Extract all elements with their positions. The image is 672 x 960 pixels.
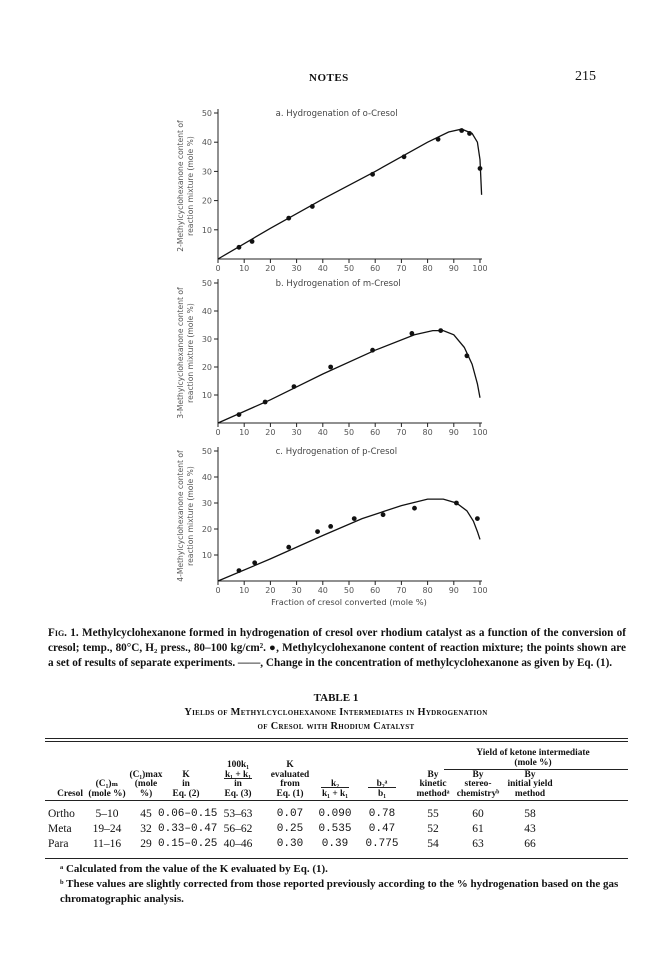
data-point <box>370 348 375 353</box>
x-tick-label: 0 <box>215 586 221 595</box>
x-tick-label: 90 <box>448 586 459 595</box>
x-tick-label: 50 <box>343 586 355 595</box>
column-header-text: in <box>182 779 190 789</box>
x-tick-label: 90 <box>448 428 459 437</box>
data-point <box>402 154 407 159</box>
x-tick-label: 10 <box>239 586 250 595</box>
y-tick-label: 40 <box>201 473 212 482</box>
table-group-header <box>444 748 622 768</box>
column-header-text: Eq. (1) <box>276 788 304 799</box>
table-cell: 0.06–0.15 <box>158 808 218 820</box>
table-cell: 54 <box>427 838 439 850</box>
column-header-text: k₁ + k₁ <box>224 769 252 780</box>
x-tick-label: 70 <box>396 428 407 437</box>
table-cell: 19–24 <box>92 823 122 835</box>
fitted-curve <box>218 499 480 581</box>
table-cell: 0.39 <box>321 838 349 850</box>
x-tick-label: 50 <box>343 428 355 437</box>
data-point <box>454 501 459 506</box>
column-header-text: k₂ <box>330 779 340 789</box>
footnote-b: ᵇ These values are slightly corrected from those reported previously according to the % hydrogenation based on the gas chromatographic analysis. <box>60 878 619 905</box>
column-header-text: chemistryᵇ <box>456 788 500 799</box>
x-tick-label: 90 <box>448 264 459 273</box>
table-cell: 29 <box>140 838 152 850</box>
column-header-text: (C₁)ₘ <box>95 779 119 789</box>
y-axis-label-line: 2-Methylcyclohexanone content of <box>176 120 185 252</box>
table-subtitle-line1: Yields of Methylcyclohexanone Intermediates in Hydrogenation <box>184 707 488 718</box>
data-point <box>310 204 315 209</box>
data-point <box>459 128 464 133</box>
table-cell: 43 <box>524 823 536 835</box>
table-cell: 0.30 <box>276 838 304 850</box>
x-tick-label: 50 <box>343 264 355 273</box>
column-header-text: stereo- <box>464 779 492 789</box>
column-header-text: b₂ᵃ <box>376 779 388 789</box>
x-tick-label: 30 <box>291 586 302 595</box>
column-header-text: (mole <box>134 779 158 789</box>
data-point <box>478 166 483 171</box>
table-cell: 0.25 <box>276 823 304 835</box>
data-point <box>467 131 472 136</box>
data-point <box>237 412 242 417</box>
row-label: Ortho <box>48 808 75 820</box>
data-point <box>328 524 333 529</box>
data-point <box>286 216 291 221</box>
chart-title: c. Hydrogenation of p-Cresol <box>275 447 398 457</box>
column-header-text: K <box>182 769 190 780</box>
table-top-rule <box>45 738 628 739</box>
table-cell: 53–63 <box>223 808 253 820</box>
data-point <box>436 137 441 142</box>
table-cell: 60 <box>472 808 484 820</box>
y-tick-label: 50 <box>201 279 212 288</box>
x-tick-label: 20 <box>265 264 276 273</box>
x-tick-label: 80 <box>422 428 433 437</box>
data-point <box>263 400 268 405</box>
chart-panel-2 <box>176 279 488 437</box>
y-tick-label: 40 <box>201 138 212 148</box>
table-cell: 0.15–0.25 <box>158 838 218 850</box>
column-header-text: in <box>234 779 242 789</box>
chart-title: b. Hydrogenation of m-Cresol <box>275 279 401 289</box>
figure-caption <box>48 626 626 671</box>
table-top-rule-2 <box>45 741 628 742</box>
y-axis-label-line: 3-Methylcyclohexanone content of <box>176 287 185 419</box>
x-tick-label: 30 <box>291 264 302 273</box>
column-header-text: initial yield <box>507 779 553 789</box>
y-tick-label: 50 <box>201 109 212 118</box>
figure-label: Fig. 1. <box>48 627 79 639</box>
x-tick-label: 40 <box>317 264 328 273</box>
table-group-header-line: Yield of ketone intermediate <box>476 748 590 758</box>
data-point <box>465 353 470 358</box>
column-header-text: evaluated <box>270 769 310 780</box>
y-tick-label: 10 <box>201 225 212 235</box>
table-group-header-line: (mole %) <box>514 758 552 768</box>
x-tick-label: 30 <box>291 428 302 437</box>
fitted-curve <box>218 129 482 259</box>
table-cell: 40–46 <box>223 838 253 850</box>
fitted-curve <box>218 331 480 423</box>
table-cell: 56–62 <box>223 823 253 835</box>
footnote-a: ᵃ Calculated from the value of the K evaluated by Eq. (1). <box>60 863 328 875</box>
data-point <box>237 245 242 250</box>
column-header-text: By <box>427 769 439 780</box>
fraction-bar <box>368 787 396 788</box>
x-tick-label: 40 <box>317 586 328 595</box>
data-point <box>237 568 242 573</box>
table-cell: 5–10 <box>95 808 119 820</box>
table-cell: 0.47 <box>368 823 396 835</box>
x-tick-label: 60 <box>370 264 381 273</box>
table-cell: 0.775 <box>365 838 399 850</box>
table-bottom-rule <box>45 858 628 859</box>
table-title: TABLE 1 <box>313 692 359 704</box>
column-header-text: b₁ <box>377 788 387 799</box>
data-point <box>315 529 320 534</box>
x-tick-label: 60 <box>370 586 381 595</box>
column-header-text: By <box>472 769 484 780</box>
table-cell: 0.090 <box>318 808 352 820</box>
y-tick-label: 50 <box>201 447 212 456</box>
page-number: 215 <box>575 69 596 84</box>
table-cell: 0.535 <box>318 823 352 835</box>
x-tick-label: 20 <box>265 428 276 437</box>
table-cell: 52 <box>427 823 439 835</box>
y-tick-label: 20 <box>201 363 212 372</box>
data-point <box>438 328 443 333</box>
column-header-text: Eq. (3) <box>224 788 252 799</box>
row-label: Meta <box>48 823 72 835</box>
y-tick-label: 30 <box>201 335 212 344</box>
y-tick-label: 10 <box>201 551 212 560</box>
column-header-text: (mole %) <box>88 788 126 799</box>
column-header-text: method <box>514 788 546 799</box>
x-tick-label: 100 <box>472 586 488 595</box>
column-header-text: 100k₁ <box>226 760 250 770</box>
data-point <box>409 331 414 336</box>
table-cell: 63 <box>472 838 484 850</box>
table-cell: 55 <box>427 808 439 820</box>
data-point <box>250 239 255 244</box>
x-tick-label: 70 <box>396 586 407 595</box>
data-point <box>475 516 480 521</box>
table-cell: 61 <box>472 823 484 835</box>
table-cell: 58 <box>524 808 536 820</box>
chart-title: a. Hydrogenation of o-Cresol <box>275 109 398 119</box>
table-subtitle-line2: of Cresol with Rhodium Catalyst <box>257 721 415 732</box>
column-header-text: Cresol <box>57 788 83 799</box>
column-header-text: from <box>280 779 300 789</box>
table-cell: 45 <box>140 808 152 820</box>
running-header: NOTES <box>309 72 349 84</box>
fraction-bar <box>321 787 349 788</box>
x-tick-label: 60 <box>370 428 381 437</box>
column-header-text: k₁ + k₁ <box>321 788 349 799</box>
column-header-text: (C₁)max <box>129 769 163 780</box>
x-tick-label: 10 <box>239 428 250 437</box>
column-header-text: methodᵃ <box>416 788 450 799</box>
y-tick-label: 30 <box>201 499 212 508</box>
column-header-text: Eq. (2) <box>172 788 200 799</box>
y-tick-label: 30 <box>201 167 212 177</box>
column-header-text: kinetic <box>419 779 447 789</box>
column-header-text: By <box>524 769 536 780</box>
chart-panel-3 <box>176 447 488 595</box>
y-axis-label-line: reaction mixture (mole %) <box>186 466 195 566</box>
chart-panel-1 <box>176 109 488 273</box>
x-tick-label: 70 <box>396 264 407 273</box>
data-point <box>370 172 375 177</box>
x-tick-label: 100 <box>472 264 488 273</box>
x-tick-label: 100 <box>472 428 488 437</box>
table-cell: 0.78 <box>368 808 396 820</box>
table-cell: 0.33–0.47 <box>158 823 218 835</box>
figure-caption-text: Methylcyclohexanone formed in hydrogenation of cresol over rhodium catalyst as a function of the conversion of cresol; temp., 80°C, H₂ press., 80–100 kg/cm². ●, Methylcyclohexanone content of reaction mixture; the points shown are a set of results of separate experiments. ——, Change in the concentration of methylcyclohexanone as given by Eq. (1). <box>48 627 626 669</box>
table-cell: 66 <box>524 838 536 850</box>
x-tick-label: 10 <box>239 264 250 273</box>
data-point <box>412 506 417 511</box>
row-label: Para <box>48 838 69 850</box>
x-tick-label: 0 <box>215 264 221 273</box>
x-tick-label: 0 <box>215 428 221 437</box>
table-cell: 0.07 <box>276 808 304 820</box>
figure-charts <box>0 95 672 615</box>
column-header-text: %) <box>139 788 153 799</box>
data-point <box>252 560 257 565</box>
y-axis-label-line: reaction mixture (mole %) <box>186 303 195 403</box>
x-axis-label: Fraction of cresol converted (mole %) <box>271 597 427 607</box>
data-point <box>352 516 357 521</box>
x-tick-label: 80 <box>422 264 433 273</box>
column-header-text: K <box>286 760 294 770</box>
x-tick-label: 40 <box>317 428 328 437</box>
y-axis-label-line: reaction mixture (mole %) <box>186 136 195 236</box>
table-cell: 32 <box>140 823 152 835</box>
data-point <box>286 545 291 550</box>
table-header-rule <box>45 800 628 801</box>
table-cell: 11–16 <box>92 838 122 850</box>
data-point <box>328 365 333 370</box>
x-tick-label: 80 <box>422 586 433 595</box>
data-point <box>292 384 297 389</box>
y-tick-label: 20 <box>201 196 212 206</box>
y-tick-label: 40 <box>201 307 212 316</box>
y-tick-label: 20 <box>201 525 212 534</box>
y-tick-label: 10 <box>201 391 212 400</box>
fraction-bar <box>224 778 252 779</box>
y-axis-label-line: 4-Methylcyclohexanone content of <box>176 450 185 582</box>
data-point <box>381 512 386 517</box>
x-tick-label: 20 <box>265 586 276 595</box>
